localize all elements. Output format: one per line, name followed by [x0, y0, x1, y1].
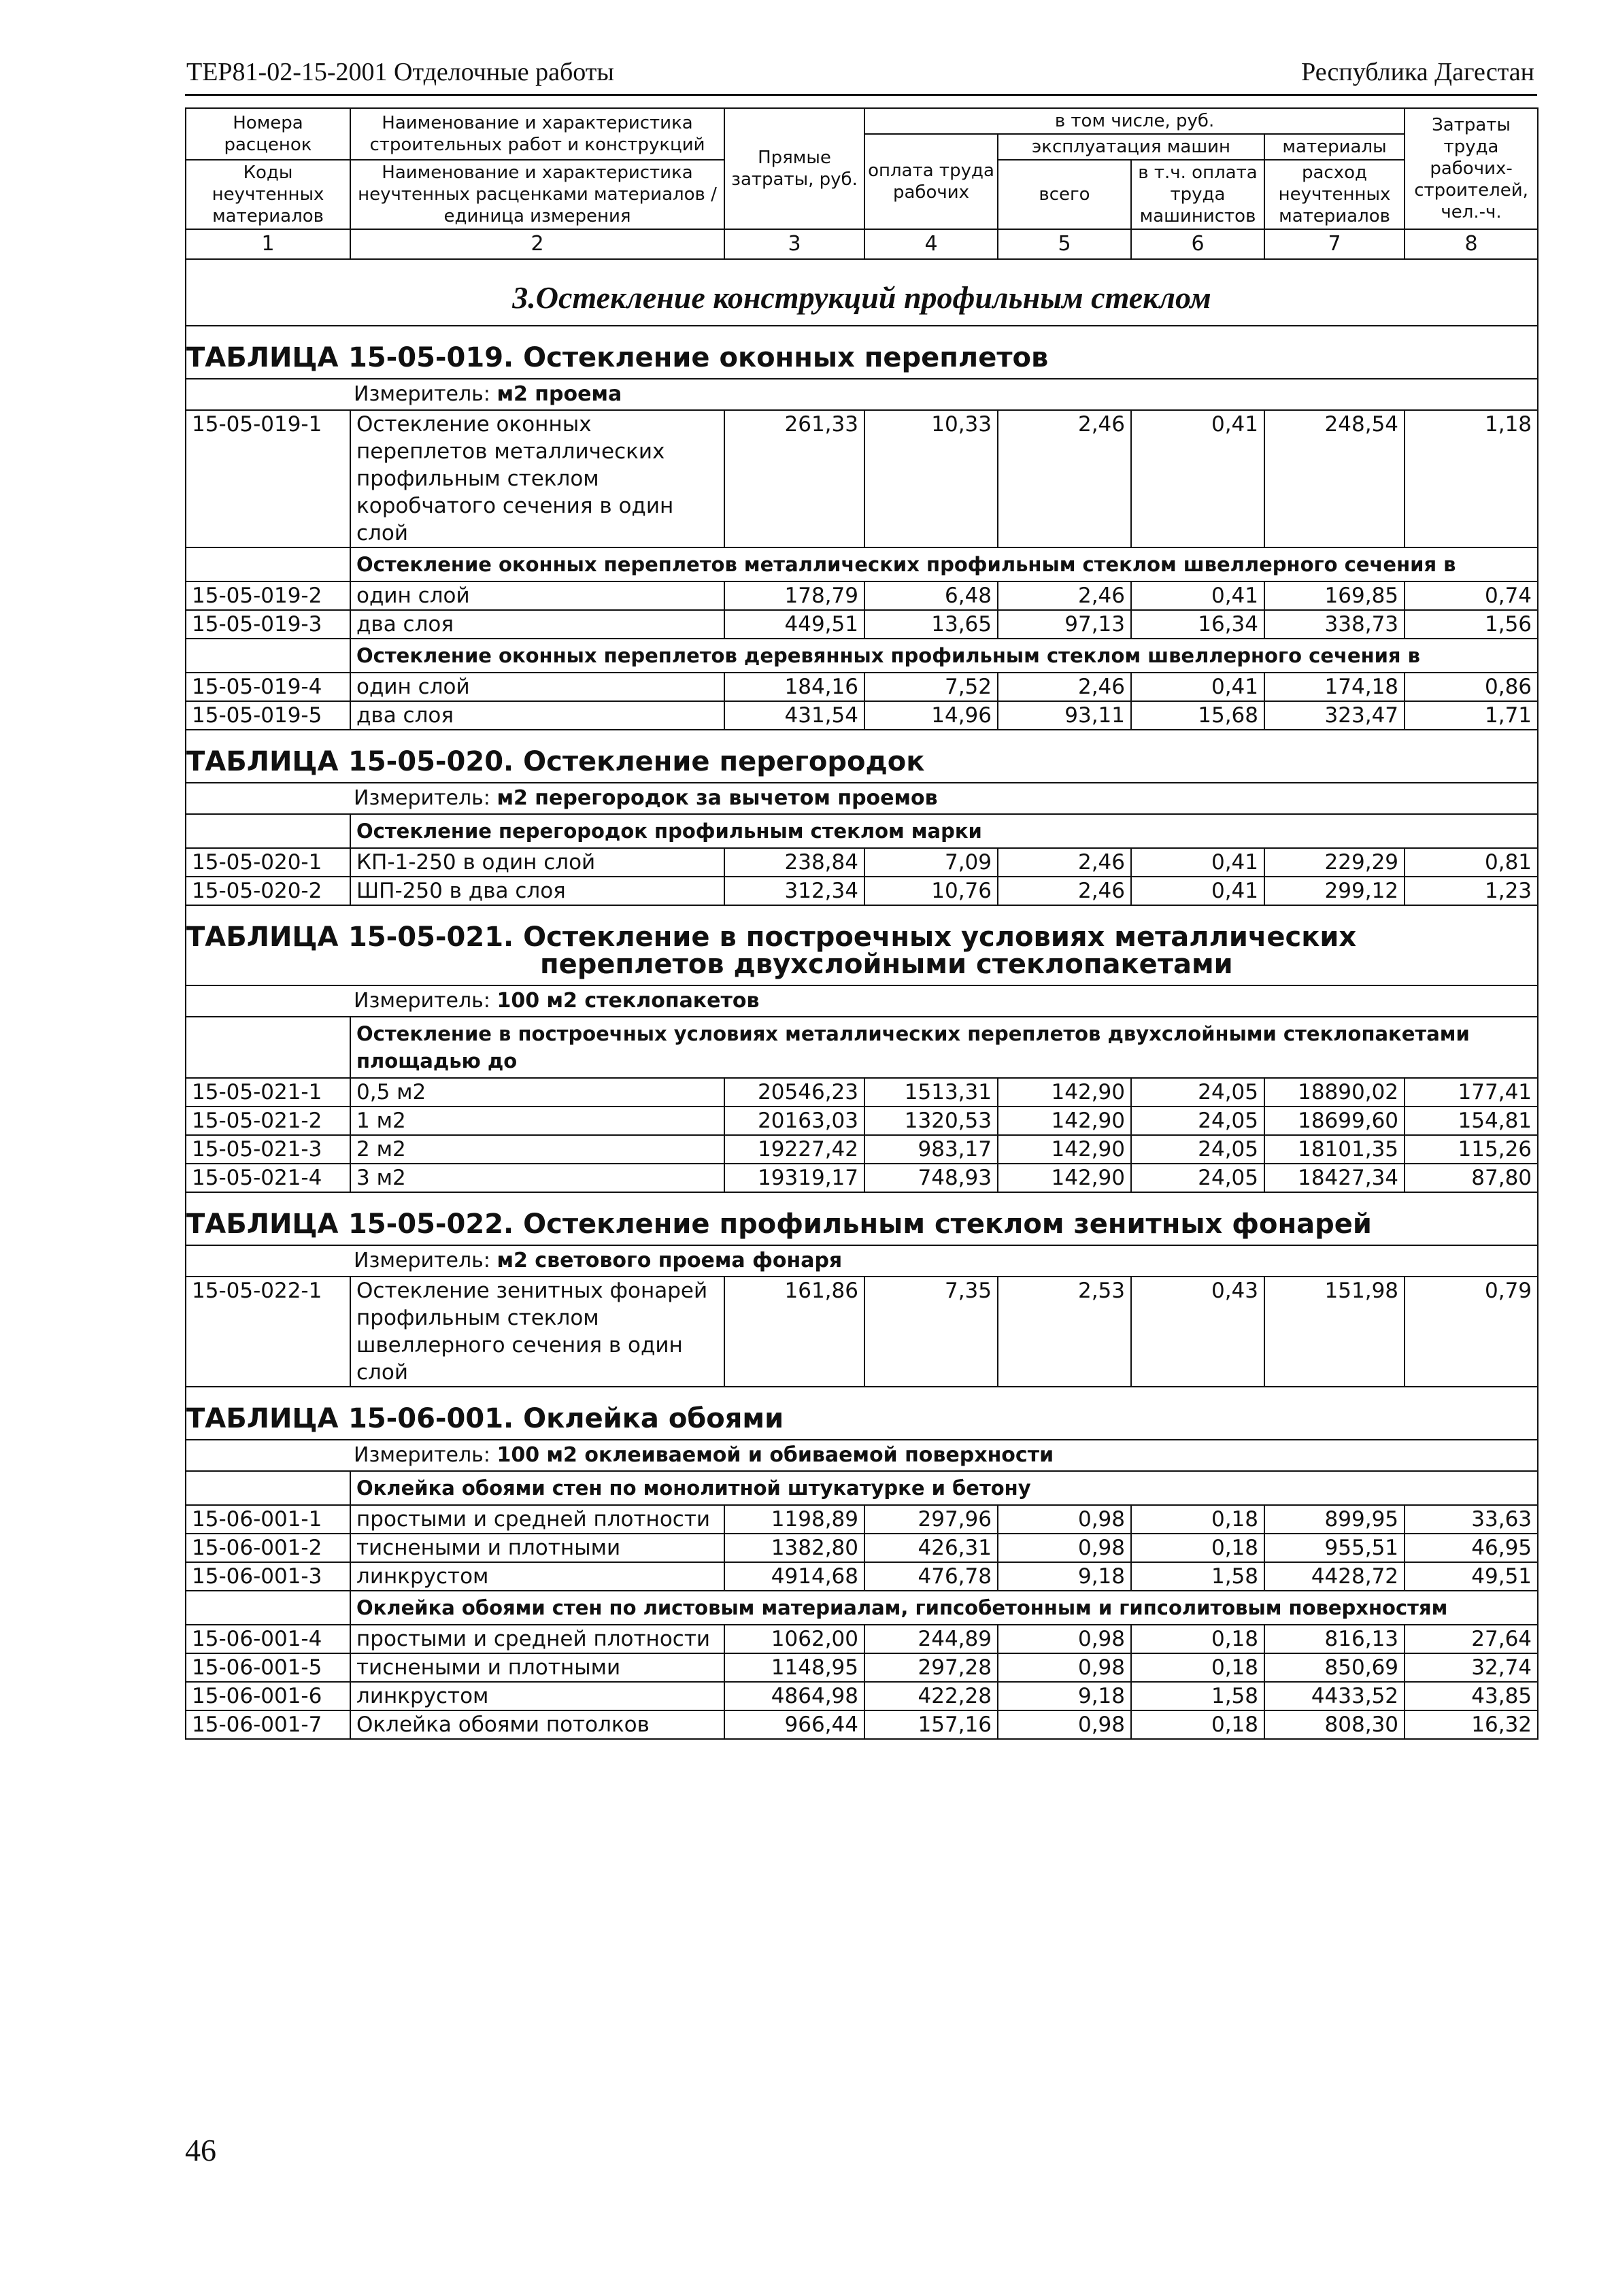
- labor-hours: 33,63: [1405, 1505, 1538, 1534]
- direct-cost: 1062,00: [724, 1625, 864, 1653]
- materials-cost: 174,18: [1264, 673, 1405, 701]
- machines-total: 142,90: [998, 1078, 1131, 1107]
- machines-total: 0,98: [998, 1653, 1131, 1682]
- direct-cost: 261,33: [724, 410, 864, 547]
- machines-total: 2,46: [998, 581, 1131, 610]
- materials-cost: 850,69: [1264, 1653, 1405, 1682]
- direct-cost: 431,54: [724, 701, 864, 730]
- labor-hours: 0,79: [1405, 1277, 1538, 1387]
- worker-pay: 14,96: [864, 701, 998, 730]
- materials-cost: 808,30: [1264, 1710, 1405, 1739]
- group-head: Остекление оконных переплетов деревянных профильным стеклом швеллерного сечения в: [350, 639, 1538, 673]
- measure-15-06-001: Измеритель: 100 м2 оклеиваемой и обиваемой поверхности: [186, 1440, 1538, 1471]
- table-row: [186, 673, 1538, 701]
- labor-hours: 46,95: [1405, 1534, 1538, 1562]
- materials-cost: 4428,72: [1264, 1562, 1405, 1591]
- table-title-15-05-020: ТАБЛИЦА 15-05-020. Остекление перегородок: [186, 730, 1538, 783]
- direct-cost: 19319,17: [724, 1164, 864, 1192]
- table-row: [186, 1562, 1538, 1591]
- rate-code: 15-06-001-5: [186, 1653, 350, 1682]
- materials-cost: 18890,02: [1264, 1078, 1405, 1107]
- machines-total: 142,90: [998, 1164, 1131, 1192]
- machines-total: 0,98: [998, 1505, 1131, 1534]
- worker-pay: 426,31: [864, 1534, 998, 1562]
- operator-pay: 0,18: [1131, 1534, 1264, 1562]
- machines-total: 0,98: [998, 1625, 1131, 1653]
- operator-pay: 1,58: [1131, 1562, 1264, 1591]
- col-work-name: Наименование и характеристика строительных работ и конструкций: [350, 108, 724, 160]
- operator-pay: 0,18: [1131, 1653, 1264, 1682]
- work-name: один слой: [350, 581, 724, 610]
- materials-cost: 323,47: [1264, 701, 1405, 730]
- materials-cost: 899,95: [1264, 1505, 1405, 1534]
- worker-pay: 1513,31: [864, 1078, 998, 1107]
- rate-code: 15-05-020-1: [186, 848, 350, 877]
- table-row: [186, 1277, 1538, 1387]
- direct-cost: 1148,95: [724, 1653, 864, 1682]
- table-title-15-05-019: ТАБЛИЦА 15-05-019. Остекление оконных переплетов: [186, 326, 1538, 379]
- labor-hours: 1,71: [1405, 701, 1538, 730]
- machines-total: 97,13: [998, 610, 1131, 639]
- labor-hours: 32,74: [1405, 1653, 1538, 1682]
- operator-pay: 15,68: [1131, 701, 1264, 730]
- worker-pay: 6,48: [864, 581, 998, 610]
- work-name: простыми и средней плотности: [350, 1625, 724, 1653]
- table-title-15-05-022: ТАБЛИЦА 15-05-022. Остекление профильным стеклом зенитных фонарей: [186, 1192, 1538, 1245]
- direct-cost: 1382,80: [724, 1534, 864, 1562]
- worker-pay: 422,28: [864, 1682, 998, 1710]
- work-name: ШП-250 в два слоя: [350, 877, 724, 905]
- materials-cost: 338,73: [1264, 610, 1405, 639]
- work-name: простыми и средней плотности: [350, 1505, 724, 1534]
- operator-pay: 0,43: [1131, 1277, 1264, 1387]
- col-worker-pay: оплата труда рабочих: [864, 134, 998, 229]
- col-rate-number: Номера расценок: [186, 108, 350, 160]
- rate-code: 15-06-001-1: [186, 1505, 350, 1534]
- worker-pay: 983,17: [864, 1135, 998, 1164]
- labor-hours: 154,81: [1405, 1107, 1538, 1135]
- machines-total: 2,46: [998, 410, 1131, 547]
- labor-hours: 27,64: [1405, 1625, 1538, 1653]
- labor-hours: 0,74: [1405, 581, 1538, 610]
- col-machines-total: всего: [998, 160, 1131, 229]
- work-name: 1 м2: [350, 1107, 724, 1135]
- worker-pay: 7,52: [864, 673, 998, 701]
- rate-code: 15-05-019-5: [186, 701, 350, 730]
- direct-cost: 449,51: [724, 610, 864, 639]
- measure-15-05-019: Измеритель: м2 проема: [186, 379, 1538, 410]
- rate-code: 15-06-001-2: [186, 1534, 350, 1562]
- materials-cost: 4433,52: [1264, 1682, 1405, 1710]
- operator-pay: 16,34: [1131, 610, 1264, 639]
- work-name: тиснеными и плотными: [350, 1534, 724, 1562]
- rate-code: 15-05-021-1: [186, 1078, 350, 1107]
- direct-cost: 1198,89: [724, 1505, 864, 1534]
- worker-pay: 157,16: [864, 1710, 998, 1739]
- section-title: 3.Остекление конструкций профильным стеклом: [186, 259, 1538, 326]
- region-name: Республика Дагестан: [1301, 58, 1534, 86]
- operator-pay: 0,41: [1131, 673, 1264, 701]
- machines-total: 0,98: [998, 1534, 1131, 1562]
- operator-pay: 0,18: [1131, 1625, 1264, 1653]
- operator-pay: 0,41: [1131, 848, 1264, 877]
- table-row: [186, 1625, 1538, 1653]
- table-row: [186, 410, 1538, 547]
- operator-pay: 24,05: [1131, 1078, 1264, 1107]
- group-head: Остекление в построечных условиях металлических переплетов двухслойными стеклопакетами площадью до: [350, 1017, 1538, 1078]
- work-name: Оклейка обоями потолков: [350, 1710, 724, 1739]
- rates-table: [185, 107, 1539, 1740]
- table-title-15-06-001: ТАБЛИЦА 15-06-001. Оклейка обоями: [186, 1387, 1538, 1440]
- worker-pay: 13,65: [864, 610, 998, 639]
- page-header: [185, 53, 1537, 96]
- labor-hours: 16,32: [1405, 1710, 1538, 1739]
- direct-cost: 238,84: [724, 848, 864, 877]
- operator-pay: 0,41: [1131, 581, 1264, 610]
- table-row: [186, 701, 1538, 730]
- group-head: Оклейка обоями стен по листовым материалам, гипсобетонным и гипсолитовым поверхностям: [350, 1591, 1538, 1625]
- table-row: [186, 1505, 1538, 1534]
- rate-code: 15-05-020-2: [186, 877, 350, 905]
- labor-hours: 0,81: [1405, 848, 1538, 877]
- rate-code: 15-05-019-2: [186, 581, 350, 610]
- operator-pay: 0,41: [1131, 877, 1264, 905]
- machines-total: 9,18: [998, 1682, 1131, 1710]
- work-name: один слой: [350, 673, 724, 701]
- table-row: [186, 848, 1538, 877]
- table-row: [186, 1078, 1538, 1107]
- group-head: Остекление оконных переплетов металлических профильным стеклом швеллерного сечения в: [350, 547, 1538, 581]
- work-name: Остекление зенитных фонарей профильным стеклом швеллерного сечения в один слой: [350, 1277, 724, 1387]
- machines-total: 2,46: [998, 848, 1131, 877]
- work-name: линкрустом: [350, 1562, 724, 1591]
- rate-code: 15-05-019-3: [186, 610, 350, 639]
- measure-15-05-021: Измеритель: 100 м2 стеклопакетов: [186, 985, 1538, 1017]
- rate-code: 15-05-021-2: [186, 1107, 350, 1135]
- labor-hours: 1,56: [1405, 610, 1538, 639]
- machines-total: 142,90: [998, 1107, 1131, 1135]
- worker-pay: 297,96: [864, 1505, 998, 1534]
- column-numbers-row: 1 2 3 4 5 6 7 8: [186, 229, 1538, 259]
- col-materials: материалы: [1264, 134, 1405, 160]
- operator-pay: 24,05: [1131, 1135, 1264, 1164]
- group-head: Оклейка обоями стен по монолитной штукатурке и бетону: [350, 1471, 1538, 1505]
- table-row: [186, 1682, 1538, 1710]
- machines-total: 0,98: [998, 1710, 1131, 1739]
- operator-pay: 24,05: [1131, 1164, 1264, 1192]
- materials-cost: 816,13: [1264, 1625, 1405, 1653]
- worker-pay: 476,78: [864, 1562, 998, 1591]
- table-row: [186, 1164, 1538, 1192]
- machines-total: 9,18: [998, 1562, 1131, 1591]
- direct-cost: 4864,98: [724, 1682, 864, 1710]
- operator-pay: 1,58: [1131, 1682, 1264, 1710]
- materials-cost: 169,85: [1264, 581, 1405, 610]
- page-number: 46: [185, 2133, 216, 2167]
- work-name: 0,5 м2: [350, 1078, 724, 1107]
- col-machines: эксплуатация машин: [998, 134, 1264, 160]
- direct-cost: 161,86: [724, 1277, 864, 1387]
- materials-cost: 955,51: [1264, 1534, 1405, 1562]
- labor-hours: 87,80: [1405, 1164, 1538, 1192]
- work-name: КП-1-250 в один слой: [350, 848, 724, 877]
- direct-cost: 178,79: [724, 581, 864, 610]
- rate-code: 15-05-022-1: [186, 1277, 350, 1387]
- direct-cost: 4914,68: [724, 1562, 864, 1591]
- materials-cost: 299,12: [1264, 877, 1405, 905]
- col-direct-cost: Прямые затраты, руб.: [724, 108, 864, 229]
- work-name: два слоя: [350, 610, 724, 639]
- materials-cost: 248,54: [1264, 410, 1405, 547]
- worker-pay: 10,76: [864, 877, 998, 905]
- operator-pay: 24,05: [1131, 1107, 1264, 1135]
- rate-code: 15-05-019-4: [186, 673, 350, 701]
- table-title-15-05-021: ТАБЛИЦА 15-05-021. Остекление в построечных условиях металлических переплетов двухслойными стеклопакетами: [186, 905, 1538, 985]
- work-name: линкрустом: [350, 1682, 724, 1710]
- table-row: [186, 610, 1538, 639]
- machines-total: 93,11: [998, 701, 1131, 730]
- direct-cost: 20163,03: [724, 1107, 864, 1135]
- rate-code: 15-06-001-6: [186, 1682, 350, 1710]
- table-row: [186, 581, 1538, 610]
- worker-pay: 10,33: [864, 410, 998, 547]
- machines-total: 2,46: [998, 877, 1131, 905]
- table-row: [186, 1710, 1538, 1739]
- worker-pay: 7,09: [864, 848, 998, 877]
- document-code: ТЕР81-02-15-2001 Отделочные работы: [186, 58, 614, 86]
- table-row: [186, 877, 1538, 905]
- rate-code: 15-06-001-4: [186, 1625, 350, 1653]
- labor-hours: 115,26: [1405, 1135, 1538, 1164]
- machines-total: 142,90: [998, 1135, 1131, 1164]
- rate-code: 15-06-001-3: [186, 1562, 350, 1591]
- work-name: два слоя: [350, 701, 724, 730]
- col-material-name: Наименование и характеристика неучтенных расценками материалов / единица измерения: [350, 160, 724, 229]
- col-material-usage: расход неучтенных материалов: [1264, 160, 1405, 229]
- col-included: в том числе, руб.: [864, 108, 1405, 134]
- labor-hours: 49,51: [1405, 1562, 1538, 1591]
- work-name: 3 м2: [350, 1164, 724, 1192]
- measure-15-05-020: Измеритель: м2 перегородок за вычетом проемов: [186, 783, 1538, 814]
- operator-pay: 0,41: [1131, 410, 1264, 547]
- materials-cost: 18101,35: [1264, 1135, 1405, 1164]
- col-material-codes: Коды неучтенных материалов: [186, 160, 350, 229]
- rate-code: 15-05-021-3: [186, 1135, 350, 1164]
- worker-pay: 244,89: [864, 1625, 998, 1653]
- table-row: [186, 1135, 1538, 1164]
- machines-total: 2,46: [998, 673, 1131, 701]
- materials-cost: 151,98: [1264, 1277, 1405, 1387]
- materials-cost: 18427,34: [1264, 1164, 1405, 1192]
- rate-code: 15-05-019-1: [186, 410, 350, 547]
- operator-pay: 0,18: [1131, 1505, 1264, 1534]
- col-labor-hours: Затраты труда рабочих-строителей, чел.-ч.: [1405, 108, 1538, 229]
- direct-cost: 312,34: [724, 877, 864, 905]
- labor-hours: 0,86: [1405, 673, 1538, 701]
- table-row: [186, 1653, 1538, 1682]
- materials-cost: 229,29: [1264, 848, 1405, 877]
- measure-15-05-022: Измеритель: м2 светового проема фонаря: [186, 1245, 1538, 1277]
- direct-cost: 184,16: [724, 673, 864, 701]
- worker-pay: 748,93: [864, 1164, 998, 1192]
- worker-pay: 7,35: [864, 1277, 998, 1387]
- work-name: 2 м2: [350, 1135, 724, 1164]
- worker-pay: 1320,53: [864, 1107, 998, 1135]
- labor-hours: 177,41: [1405, 1078, 1538, 1107]
- machines-total: 2,53: [998, 1277, 1131, 1387]
- labor-hours: 1,18: [1405, 410, 1538, 547]
- direct-cost: 20546,23: [724, 1078, 864, 1107]
- labor-hours: 1,23: [1405, 877, 1538, 905]
- labor-hours: 43,85: [1405, 1682, 1538, 1710]
- work-name: Остекление оконных переплетов металлических профильным стеклом коробчатого сечения в один слой: [350, 410, 724, 547]
- operator-pay: 0,18: [1131, 1710, 1264, 1739]
- header-row: [186, 108, 1538, 134]
- direct-cost: 966,44: [724, 1710, 864, 1739]
- rate-code: 15-05-021-4: [186, 1164, 350, 1192]
- col-operator-pay: в т.ч. оплата труда машинистов: [1131, 160, 1264, 229]
- worker-pay: 297,28: [864, 1653, 998, 1682]
- direct-cost: 19227,42: [724, 1135, 864, 1164]
- rate-code: 15-06-001-7: [186, 1710, 350, 1739]
- materials-cost: 18699,60: [1264, 1107, 1405, 1135]
- table-row: [186, 1534, 1538, 1562]
- group-head: Остекление перегородок профильным стеклом марки: [350, 814, 1538, 848]
- work-name: тиснеными и плотными: [350, 1653, 724, 1682]
- table-row: [186, 1107, 1538, 1135]
